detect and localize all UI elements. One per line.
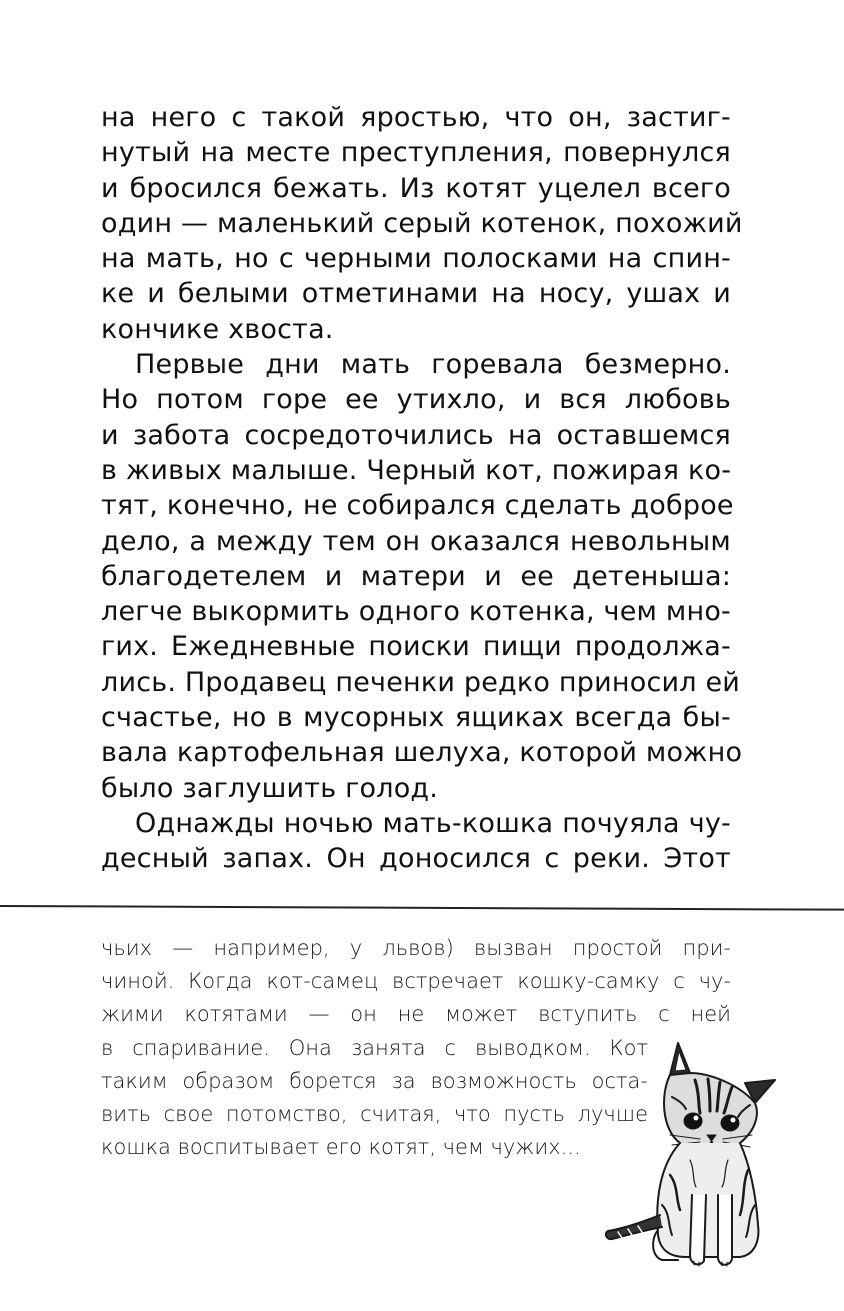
- text-line: и забота сосредоточились на оставшемся: [101, 419, 731, 451]
- text-line: кончике хвоста.: [101, 313, 334, 345]
- text-line: дело, а между тем он оказался невольным: [101, 525, 731, 557]
- text-line: ке и белыми отметинами на носу, ушах и: [101, 278, 731, 310]
- paragraph-2: [101, 347, 743, 806]
- text-line: один — маленький серый котенок, похожий: [101, 207, 743, 239]
- text-line: благодетелем и матери и ее детеныша:: [101, 560, 731, 592]
- text-line: тят, конечно, не собирался сделать доброе: [101, 490, 734, 522]
- text-line: гих. Ежедневные поиски пищи продолжа-: [101, 631, 731, 663]
- kitten-drawing-icon: [600, 1035, 785, 1275]
- text-line: нутый на месте преступления, повернулся: [101, 137, 731, 169]
- footnote-divider: [0, 905, 844, 911]
- text-line: на него с такой яростью, что он, застиг-: [101, 102, 731, 133]
- text-line: легче выкормить одного котенка, чем мно-: [101, 596, 731, 628]
- footnote-line: таким образом борется за возможность оста-: [101, 1068, 648, 1093]
- footnote-line: жими котятами — он не может вступить с ней: [101, 1002, 731, 1027]
- text-line: было заглушить голод.: [101, 772, 439, 804]
- footnote-line: чиной. Когда кот-самец встречает кошку-самку с чу-: [101, 969, 731, 994]
- text-line: в живых малыше. Черный кот, пожирая ко-: [101, 454, 732, 486]
- main-text: [101, 100, 743, 877]
- text-line: лись. Продавец печенки редко приносил ей: [101, 666, 741, 698]
- text-line: десный запах. Он доносился с реки. Этот: [101, 843, 731, 875]
- paragraph-1: [101, 100, 743, 347]
- text-line: вала картофельная шелуха, которой можно: [101, 737, 743, 769]
- footnote-line: вить свое потомство, считая, что пусть лучше: [101, 1101, 648, 1126]
- paragraph-3: [101, 806, 731, 877]
- footnote-line: кошка воспитывает его котят, чем чужих...: [101, 1135, 581, 1160]
- text-line: Однажды ночью мать-кошка почуяла чу-: [135, 807, 731, 839]
- footnote-line: в спаривание. Она занята с выводком. Кот: [101, 1035, 648, 1060]
- text-line: счастье, но в мусорных ящиках всегда бы-: [101, 702, 731, 734]
- text-line: и бросился бежать. Из котят уцелел всего: [101, 172, 731, 204]
- text-line: Первые дни мать горевала безмерно.: [135, 349, 731, 381]
- text-line: на мать, но с черными полосками на спин-: [101, 243, 731, 275]
- footnote-line: чьих — например, у львов) вызван простой при-: [101, 936, 731, 960]
- text-line: Но потом горе ее утихло, и вся любовь: [101, 384, 731, 416]
